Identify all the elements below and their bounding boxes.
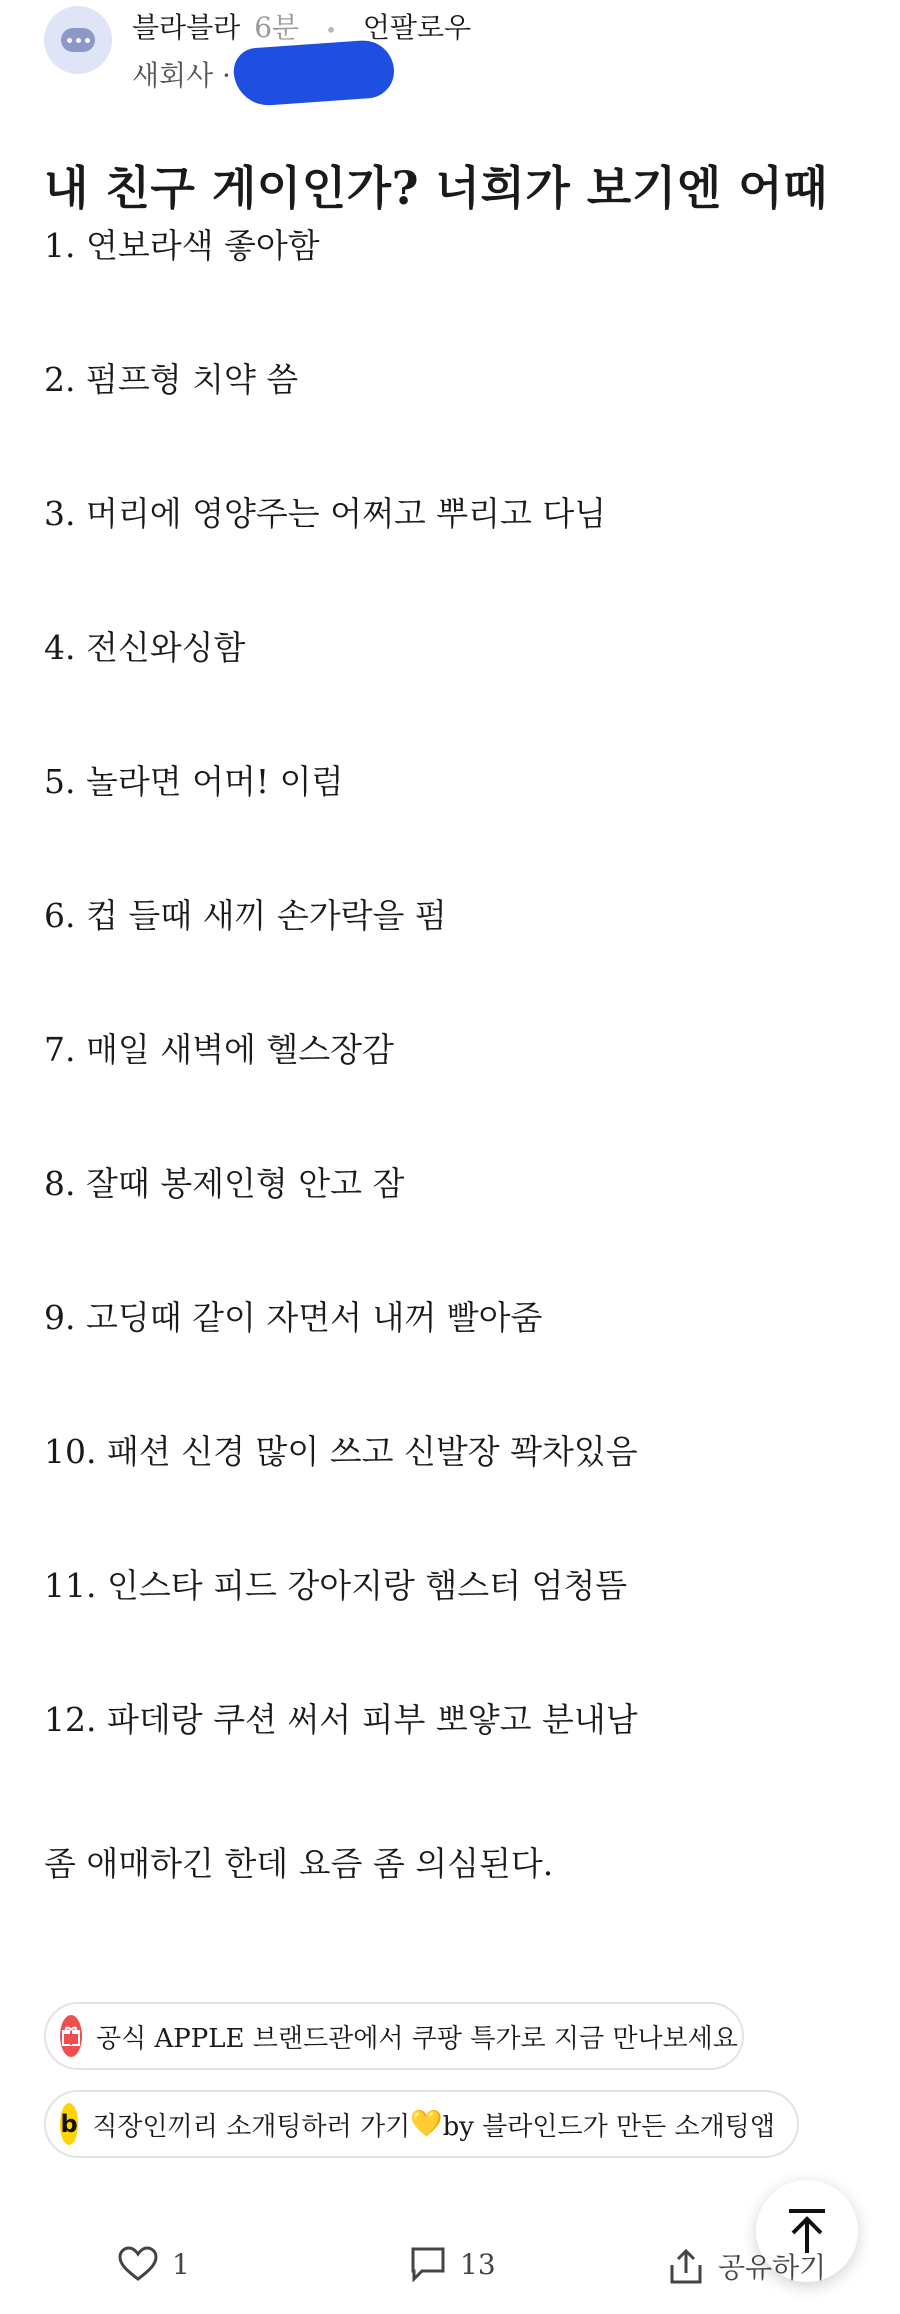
ad-banner-text: 직장인끼리 소개팅하러 가기 <box>92 2111 411 2142</box>
list-item: 9. 고딩때 같이 자면서 내꺼 빨아줌 <box>44 1298 543 1337</box>
comment-icon <box>410 2246 446 2282</box>
comment-button[interactable] <box>410 2246 496 2282</box>
share-icon <box>668 2247 704 2285</box>
ad-banner-blind-dating[interactable] <box>44 2090 799 2158</box>
list-item: 6. 컵 들때 새끼 손가락을 펌 <box>44 896 447 935</box>
avatar[interactable] <box>44 6 112 74</box>
like-button[interactable] <box>118 2246 190 2282</box>
share-label: 공유하기 <box>718 2251 827 2284</box>
list-item: 4. 전신와싱함 <box>44 628 246 667</box>
list-item: 5. 놀라면 어머! 이럼 <box>44 762 344 801</box>
gift-icon <box>60 2015 82 2057</box>
comment-count: 13 <box>460 2247 496 2281</box>
list-item: 10. 패션 신경 많이 쓰고 신발장 꽉차있음 <box>44 1432 638 1471</box>
post-meta <box>132 6 471 46</box>
post-time: 6분 <box>254 11 300 44</box>
list-item: 11. 인스타 피드 강아지랑 햄스터 엄청뜸 <box>44 1566 628 1605</box>
redaction-scribble <box>232 38 396 107</box>
company-line: 새회사 · <box>132 59 231 92</box>
post-header <box>44 6 864 116</box>
action-bar <box>0 2236 900 2296</box>
page-title: 내 친구 게이인가? 너희가 보기엔 어때 <box>44 161 829 215</box>
blind-logo-icon: b <box>60 2103 78 2145</box>
list-item: 7. 매일 새벽에 헬스장감 <box>44 1030 394 1069</box>
list-item: 3. 머리에 영양주는 어쩌고 뿌리고 다님 <box>44 494 607 533</box>
post-closing-text: 좀 애매하긴 한데 요즘 좀 의심된다. <box>44 1844 554 1883</box>
share-button[interactable] <box>668 2246 826 2286</box>
list-item: 8. 잘때 봉제인형 안고 잠 <box>44 1164 405 1203</box>
like-count: 1 <box>172 2247 190 2281</box>
ad-banner-suffix: by 블라인드가 만든 소개팅앱 <box>442 2111 775 2142</box>
ad-banner-text: 공식 APPLE 브랜드관에서 쿠팡 특가로 지금 만나보세요 <box>96 2023 738 2054</box>
list-item: 12. 파데랑 쿠션 써서 피부 뽀얗고 분내남 <box>44 1700 638 1739</box>
dot-separator: • <box>325 18 337 42</box>
author-company[interactable]: 언팔로우 <box>362 11 472 44</box>
yellow-heart-icon: 💛 <box>410 2109 443 2139</box>
board-name[interactable]: 블라블라 <box>132 11 241 44</box>
ad-banner-apple[interactable] <box>44 2002 744 2070</box>
chat-bubble-icon <box>61 28 95 52</box>
heart-icon <box>118 2246 158 2282</box>
list-item: 2. 펌프형 치약 씀 <box>44 360 299 399</box>
post-body-list <box>44 222 638 1830</box>
list-item: 1. 연보라색 좋아함 <box>44 226 320 265</box>
